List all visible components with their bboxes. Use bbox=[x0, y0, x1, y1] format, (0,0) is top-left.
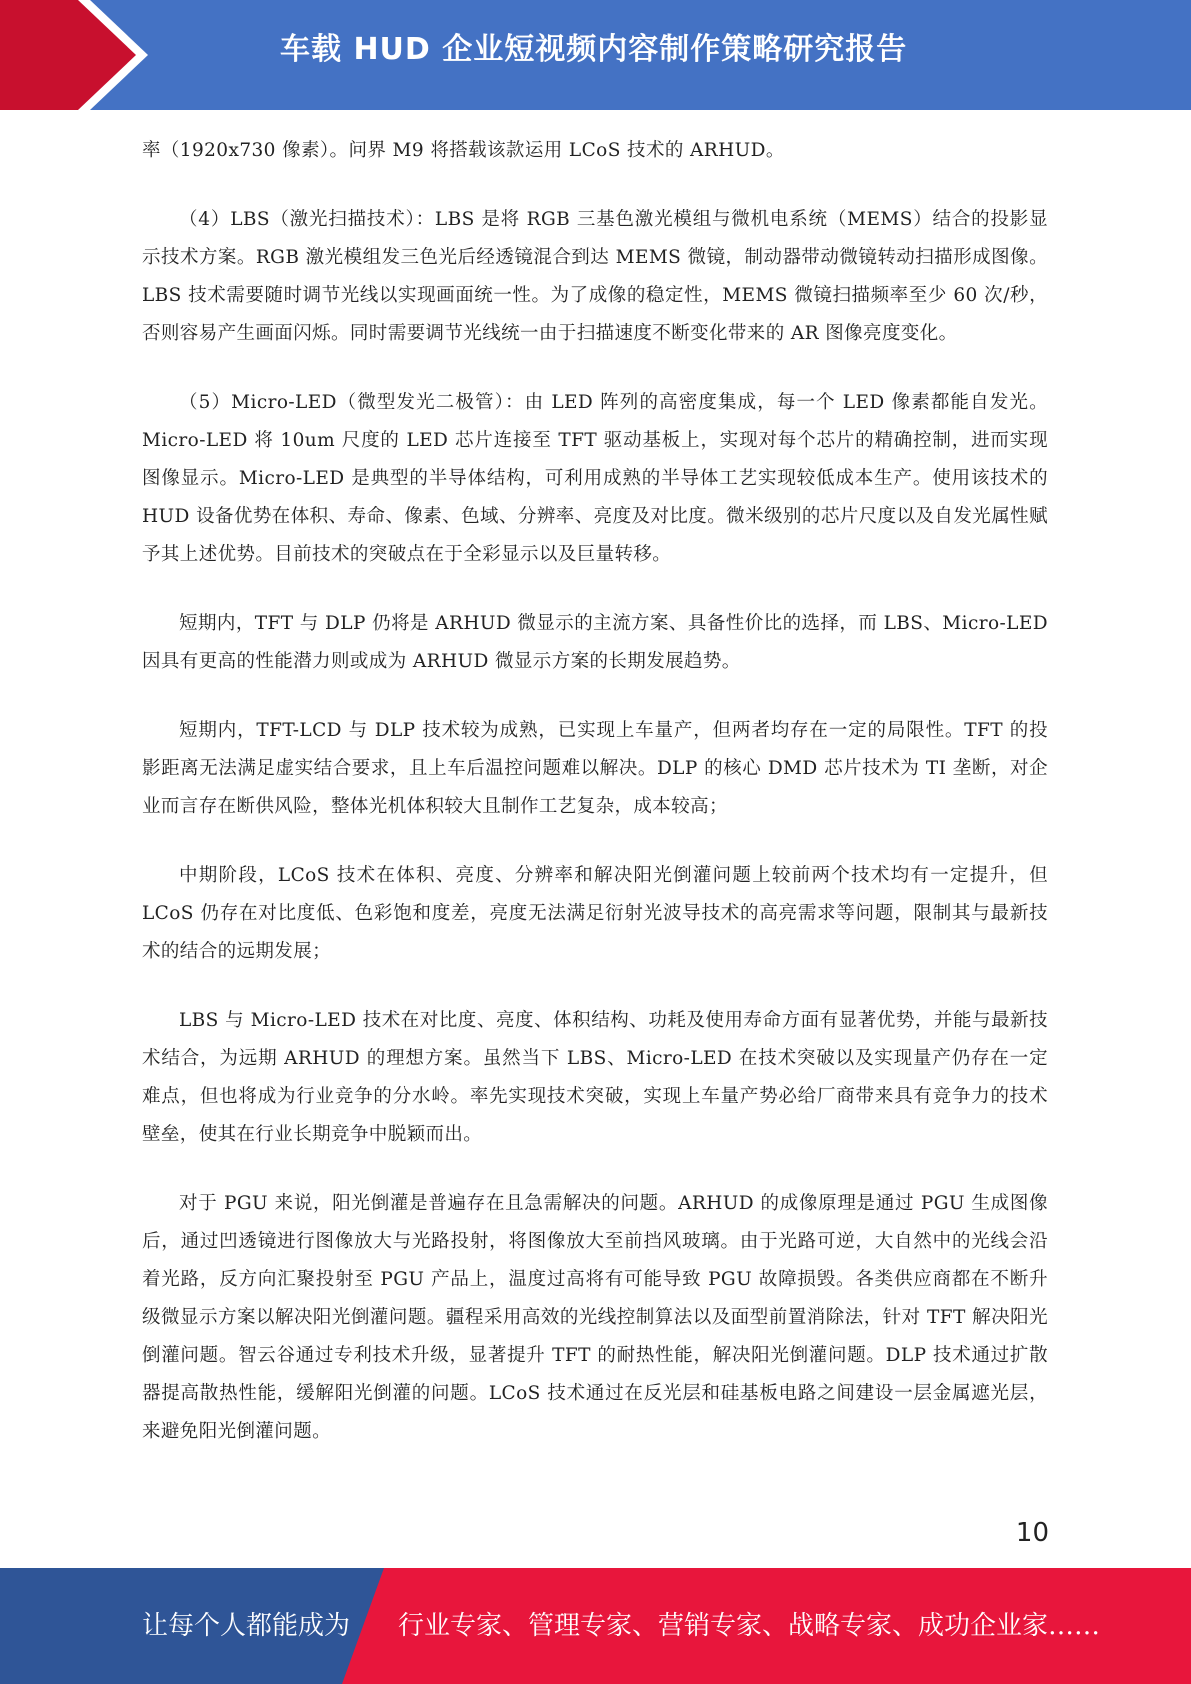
paragraph-long-term: LBS 与 Micro-LED 技术在对比度、亮度、体积结构、功耗及使用寿命方面有显著优势，并能与最新技术结合，为远期 ARHUD 的理想方案。虽然当下 LBS、Micro-LED 在技术突破以及实现量产仍存在一定难点，但也将成为行业竞争的分水岭。率先实现技术突破，实现上车量产势必给厂商带来具有竞争力的技术壁垒，使其在行业长期竞争中脱颖而出。 bbox=[142, 1010, 1048, 1145]
paragraph-micro-led: （5）Micro-LED（微型发光二极管）：由 LED 阵列的高密度集成，每一个 LED 像素都能自发光。Micro-LED 将 10um 尺度的 LED 芯片连接至 TFT 驱动基板上，实现对每个芯片的精确控制，进而实现图像显示。Micro-LED 是典型的半导体结构，可利用成熟的半导体工艺实现较低成本生产。使用该技术的 HUD 设备优势在体积、寿命、像素、色域、分辨率、亮度及对比度。微米级别的芯片尺度以及自发光属性赋予其上述优势。目前技术的突破点在于全彩显示以及巨量转移。 bbox=[142, 392, 1048, 565]
page-header bbox=[0, 0, 1191, 110]
paragraph-continuation: 率（1920x730 像素）。问界 M9 将搭载该款运用 LCoS 技术的 ARHUD。 bbox=[142, 140, 785, 161]
paragraph-short-term-summary: 短期内，TFT 与 DLP 仍将是 ARHUD 微显示的主流方案、具备性价比的选择，而 LBS、Micro-LED 因具有更高的性能潜力则或成为 ARHUD 微显示方案的长期发展趋势。 bbox=[142, 613, 1048, 672]
footer-slogan-left: 让每个人都能成为 bbox=[142, 1611, 351, 1641]
paragraph-mid-term: 中期阶段，LCoS 技术在体积、亮度、分辨率和解决阳光倒灌问题上较前两个技术均有一定提升，但 LCoS 仍存在对比度低、色彩饱和度差，亮度无法满足衍射光波导技术的高亮需求等问题，限制其与最新技术的结合的远期发展； bbox=[142, 865, 1048, 962]
report-title: 车载 HUD 企业短视频内容制作策略研究报告 bbox=[280, 32, 908, 67]
paragraph-sunlight-backflow: 对于 PGU 来说，阳光倒灌是普遍存在且急需解决的问题。ARHUD 的成像原理是通过 PGU 生成图像后，通过凹透镜进行图像放大与光路投射，将图像放大至前挡风玻璃。由于光路可逆，大自然中的光线会沿着光路，反方向汇聚投射至 PGU 产品上，温度过高将有可能导致 PGU 故障损毁。各类供应商都在不断升级微显示方案以解决阳光倒灌问题。疆程采用高效的光线控制算法以及面型前置消除法，针对 TFT 解决阳光倒灌问题。智云谷通过专利技术升级，显著提升 TFT 的耐热性能，解决阳光倒灌问题。DLP 技术通过扩散器提高散热性能，缓解阳光倒灌的问题。LCoS 技术通过在反光层和硅基板电路之间建设一层金属遮光层，来避免阳光倒灌问题。 bbox=[142, 1193, 1048, 1442]
paragraph-lbs: （4）LBS（激光扫描技术）：LBS 是将 RGB 三基色激光模组与微机电系统（MEMS）结合的投影显示技术方案。RGB 激光模组发三色光后经透镜混合到达 MEMS 微镜，制动器带动微镜转动扫描形成图像。LBS 技术需要随时调节光线以实现画面统一性。为了成像的稳定性，MEMS 微镜扫描频率至少 60 次/秒，否则容易产生画面闪烁。同时需要调节光线统一由于扫描速度不断变化带来的 AR 图像亮度变化。 bbox=[142, 209, 1048, 344]
paragraph-short-term: 短期内，TFT-LCD 与 DLP 技术较为成熟，已实现上车量产，但两者均存在一定的局限性。TFT 的投影距离无法满足虚实结合要求，且上车后温控问题难以解决。DLP 的核心 DMD 芯片技术为 TI 垄断，对企业而言存在断供风险，整体光机体积较大且制作工艺复杂，成本较高； bbox=[142, 720, 1048, 817]
footer-slogan-right: 行业专家、管理专家、营销专家、战略专家、成功企业家…… bbox=[398, 1611, 1101, 1641]
document-body bbox=[142, 132, 1048, 1482]
page-footer bbox=[0, 1568, 1191, 1684]
page-number: 10 bbox=[1015, 1518, 1049, 1548]
